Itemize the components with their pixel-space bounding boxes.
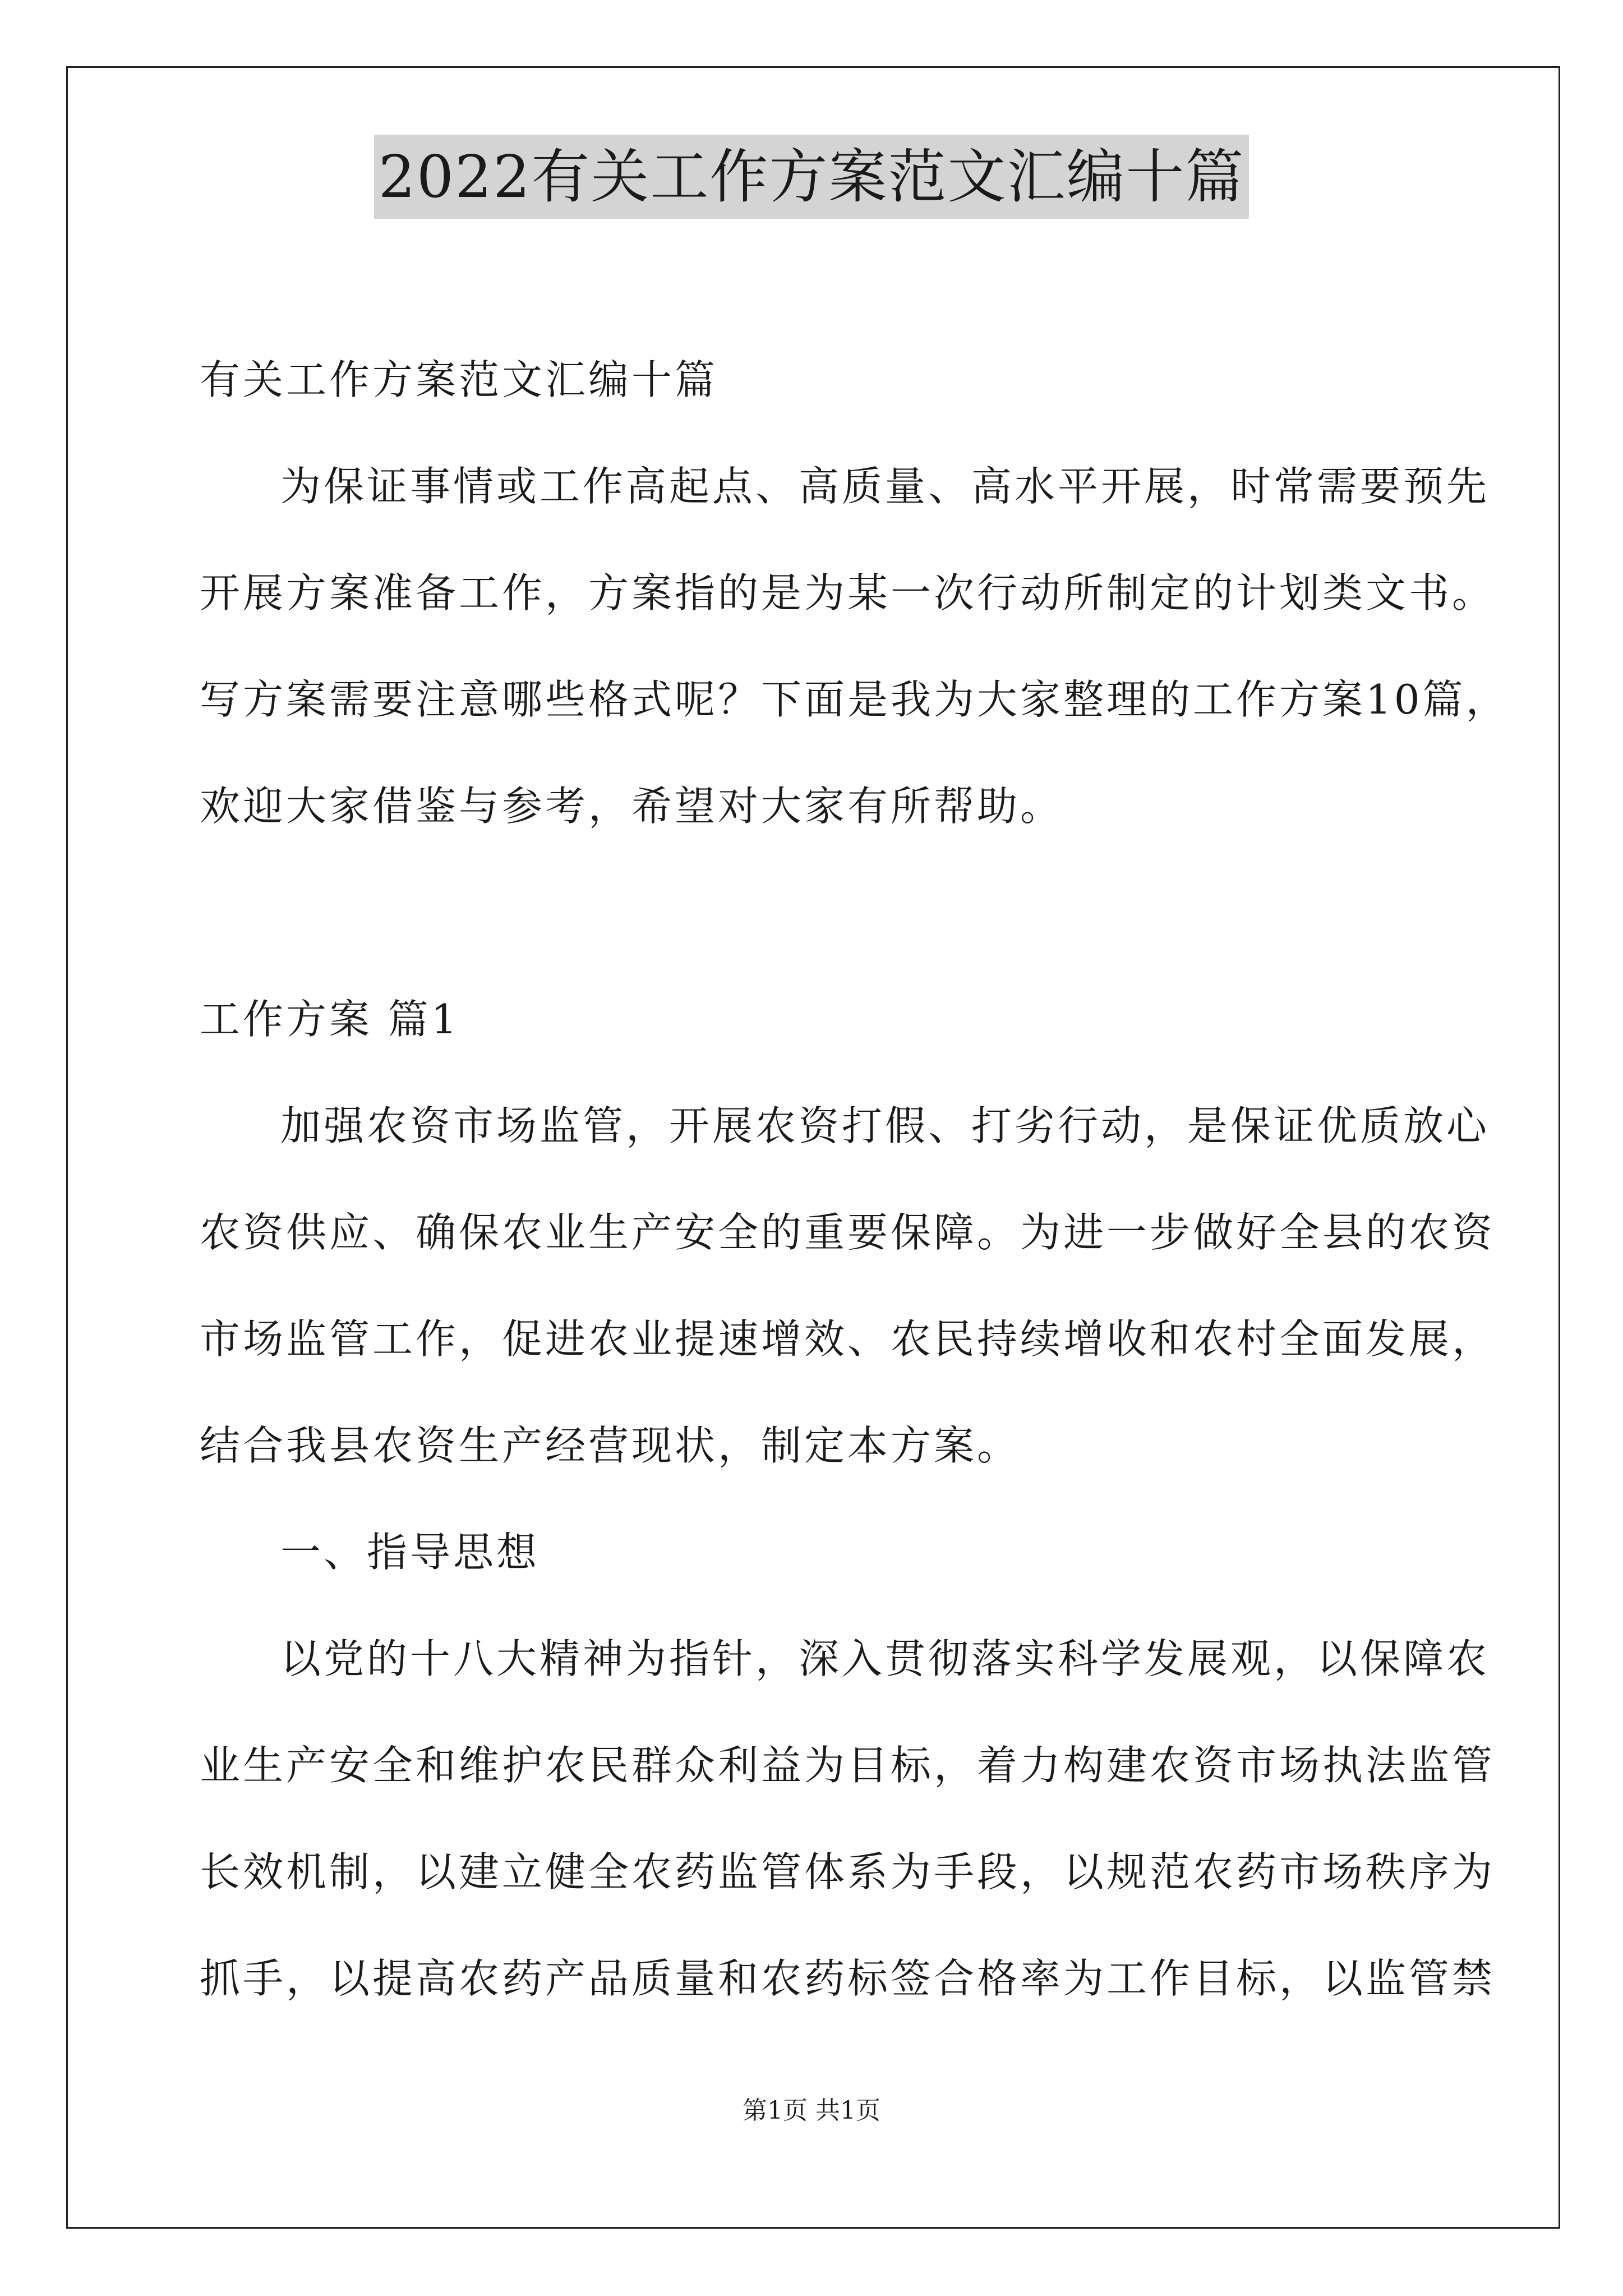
paragraph-line: 加强农资市场监管，开展农资打假、打劣行动，是保证优质放心: [280, 1102, 1490, 1149]
document-subtitle: 有关工作方案范文汇编十篇: [200, 356, 718, 403]
intro-line: 写方案需要注意哪些格式呢？下面是我为大家整理的工作方案10篇，: [200, 676, 1509, 723]
paragraph-line: 结合我县农资生产经营现状，制定本方案。: [200, 1422, 1021, 1469]
intro-line: 开展方案准备工作，方案指的是为某一次行动所制定的计划类文书。: [200, 569, 1496, 616]
paragraph-line: 抓手，以提高农药产品质量和农药标签合格率为工作目标，以监管禁: [200, 1955, 1496, 2002]
intro-line: 为保证事情或工作高起点、高质量、高水平开展，时常需要预先: [280, 463, 1490, 510]
subheading: 一、指导思想: [280, 1529, 540, 1576]
title-container: [0, 135, 1623, 219]
paragraph-line: 市场监管工作，促进农业提速增效、农民持续增收和农村全面发展，: [200, 1315, 1496, 1363]
paragraph-line: 以党的十八大精神为指针，深入贯彻落实科学发展观，以保障农: [280, 1635, 1490, 1682]
paragraph-line: 农资供应、确保农业生产安全的重要保障。为进一步做好全县的农资: [200, 1209, 1496, 1256]
intro-line: 欢迎大家借鉴与参考，希望对大家有所帮助。: [200, 783, 1064, 830]
page-footer: 第1页 共1页: [743, 2096, 880, 2125]
section-heading: 工作方案 篇1: [200, 996, 460, 1043]
paragraph-line: 长效机制，以建立健全农药监管体系为手段，以规范农药市场秩序为: [200, 1848, 1496, 1895]
paragraph-line: 业生产安全和维护农民群众利益为目标，着力构建农资市场执法监管: [200, 1742, 1496, 1789]
document-title: 2022有关工作方案范文汇编十篇: [374, 135, 1249, 219]
